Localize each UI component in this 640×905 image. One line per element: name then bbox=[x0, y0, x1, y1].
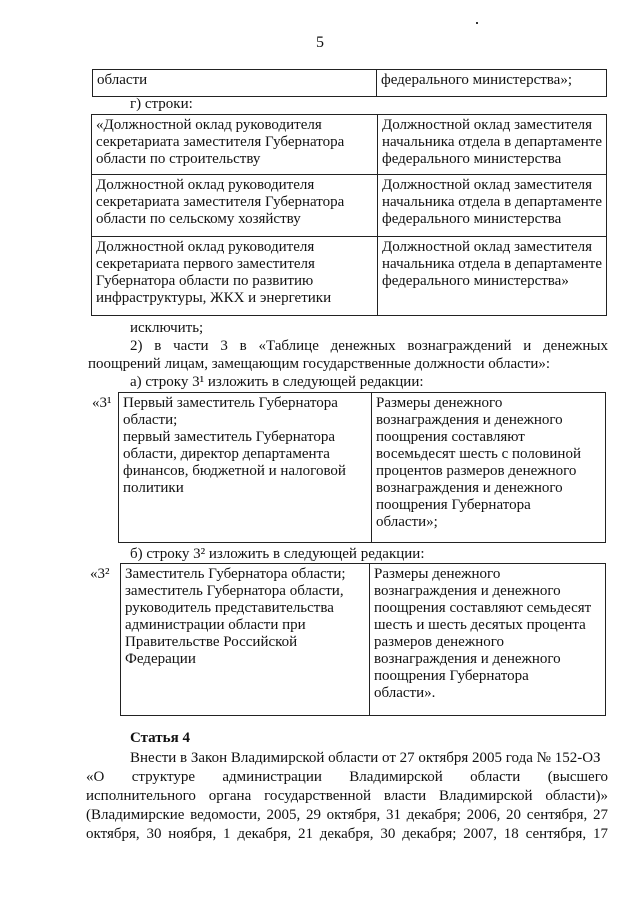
text-line: «Должностной оклад руководителя bbox=[96, 117, 322, 133]
text-line: федерального министерства» bbox=[381, 273, 569, 289]
row-3-1-table bbox=[88, 392, 606, 543]
table-row bbox=[92, 115, 607, 175]
text-line: вознаграждения и денежного bbox=[376, 412, 563, 428]
text-line: поощрения составляют bbox=[376, 429, 525, 445]
text-line: Размеры денежного bbox=[374, 566, 501, 582]
text-line: Должностной оклад заместителя bbox=[381, 177, 593, 193]
text-line: финансов, бюджетной и налоговой bbox=[123, 463, 346, 479]
text-line: Должностной оклад заместителя bbox=[381, 239, 593, 255]
text-line: области». bbox=[374, 685, 436, 701]
row-number-cell: «3² bbox=[86, 564, 121, 716]
table-row bbox=[92, 237, 607, 316]
exclude-text: исключить; bbox=[130, 320, 204, 336]
row-3-2-table bbox=[86, 563, 606, 716]
item2-line-2: поощрений лицам, замещающим государственные должности области»: bbox=[88, 356, 551, 372]
text-line: заместитель Губернатора области, bbox=[125, 583, 344, 599]
text-line: вознаграждения и денежного bbox=[376, 480, 563, 496]
sub-item-b: б) строку 3² изложить в следующей редакции: bbox=[130, 546, 425, 562]
sub-item-a: а) строку 3¹ изложить в следующей редакции: bbox=[130, 374, 424, 390]
item2-line-1: 2) в части 3 в «Таблице денежных вознаграждений и денежных bbox=[130, 338, 608, 354]
text-line: восемьдесят шесть с половиной bbox=[376, 446, 581, 462]
text-line: начальника отдела в департаменте bbox=[381, 134, 602, 150]
text-line: области, директор департамента bbox=[123, 446, 330, 462]
rows-intro: г) строки: bbox=[130, 96, 193, 112]
row-number-cell: «3¹ bbox=[88, 393, 119, 543]
article-line-3: исполнительного органа государственной власти Владимирской области)» bbox=[86, 788, 608, 804]
table-row bbox=[88, 393, 606, 543]
text-line: Размеры денежного bbox=[376, 395, 503, 411]
text-line: администрации области при bbox=[125, 617, 306, 633]
page-number: 5 bbox=[316, 34, 324, 51]
text-line: начальника отдела в департаменте bbox=[381, 194, 602, 210]
text-line: поощрения Губернатора bbox=[374, 668, 529, 684]
text-line: поощрения Губернатора bbox=[376, 497, 531, 513]
text-line: политики bbox=[123, 480, 184, 496]
text-line: Правительстве Российской bbox=[125, 634, 298, 650]
text-line: секретариата заместителя Губернатора bbox=[96, 194, 345, 210]
text-line: Должностной оклад руководителя bbox=[96, 177, 315, 193]
text-line: Первый заместитель Губернатора bbox=[123, 395, 338, 411]
text-line: вознаграждения и денежного bbox=[374, 583, 561, 599]
article-line-2: «О структуре администрации Владимирской области (высшего bbox=[86, 769, 608, 785]
text-line: первый заместитель Губернатора bbox=[123, 429, 336, 445]
text-line: руководитель представительства bbox=[125, 600, 334, 616]
row-left-cell bbox=[92, 175, 378, 237]
table-row bbox=[92, 175, 607, 237]
table-row bbox=[86, 564, 606, 716]
row-right-cell bbox=[377, 237, 606, 316]
reward-cell bbox=[370, 564, 606, 716]
article-title: Статья 4 bbox=[130, 730, 190, 746]
text-line: федерального министерства bbox=[381, 211, 562, 227]
text-line: инфраструктуры, ЖКХ и энергетики bbox=[96, 290, 332, 306]
text-line: области; bbox=[123, 412, 178, 428]
position-cell bbox=[121, 564, 370, 716]
article-line-5: октября, 30 ноября, 1 декабря, 21 декабря, 30 декабря; 2007, 18 сентября, 17 bbox=[86, 826, 608, 842]
text-line: Федерации bbox=[125, 651, 196, 667]
fragment-right-cell: федерального министерства»; bbox=[377, 70, 607, 97]
text-line: области по строительству bbox=[96, 151, 261, 167]
text-line: секретариата первого заместителя bbox=[96, 256, 315, 272]
continued-table-fragment bbox=[92, 69, 607, 97]
text-line: размеров денежного bbox=[374, 634, 504, 650]
text-line: Заместитель Губернатора области; bbox=[125, 566, 346, 582]
text-line: секретариата заместителя Губернатора bbox=[96, 134, 345, 150]
row-left-cell bbox=[92, 237, 378, 316]
row-right-cell bbox=[377, 115, 606, 175]
article-line-4: (Владимирские ведомости, 2005, 29 октября, 31 декабря; 2006, 20 сентября, 27 bbox=[86, 807, 608, 823]
text-line: шесть и шесть десятых процента bbox=[374, 617, 586, 633]
text-line: поощрения составляют семьдесят bbox=[374, 600, 592, 616]
text-line: начальника отдела в департаменте bbox=[381, 256, 602, 272]
text-line: Губернатора области по развитию bbox=[96, 273, 314, 289]
rows-table bbox=[91, 114, 607, 316]
article-line-1: Внести в Закон Владимирской области от 27 октября 2005 года № 152-ОЗ bbox=[130, 750, 601, 766]
reward-cell bbox=[372, 393, 606, 543]
text-line: процентов размеров денежного bbox=[376, 463, 577, 479]
row-left-cell bbox=[92, 115, 378, 175]
text-line: Должностной оклад руководителя bbox=[96, 239, 315, 255]
text-line: вознаграждения и денежного bbox=[374, 651, 561, 667]
text-line: области»; bbox=[376, 514, 438, 530]
text-line: Должностной оклад заместителя bbox=[381, 117, 593, 133]
row-right-cell bbox=[377, 175, 606, 237]
text-line: федерального министерства bbox=[381, 151, 562, 167]
text-line: области по сельскому хозяйству bbox=[96, 211, 301, 227]
scan-speck bbox=[476, 22, 478, 24]
position-cell bbox=[119, 393, 372, 543]
fragment-left-cell: области bbox=[93, 70, 377, 97]
